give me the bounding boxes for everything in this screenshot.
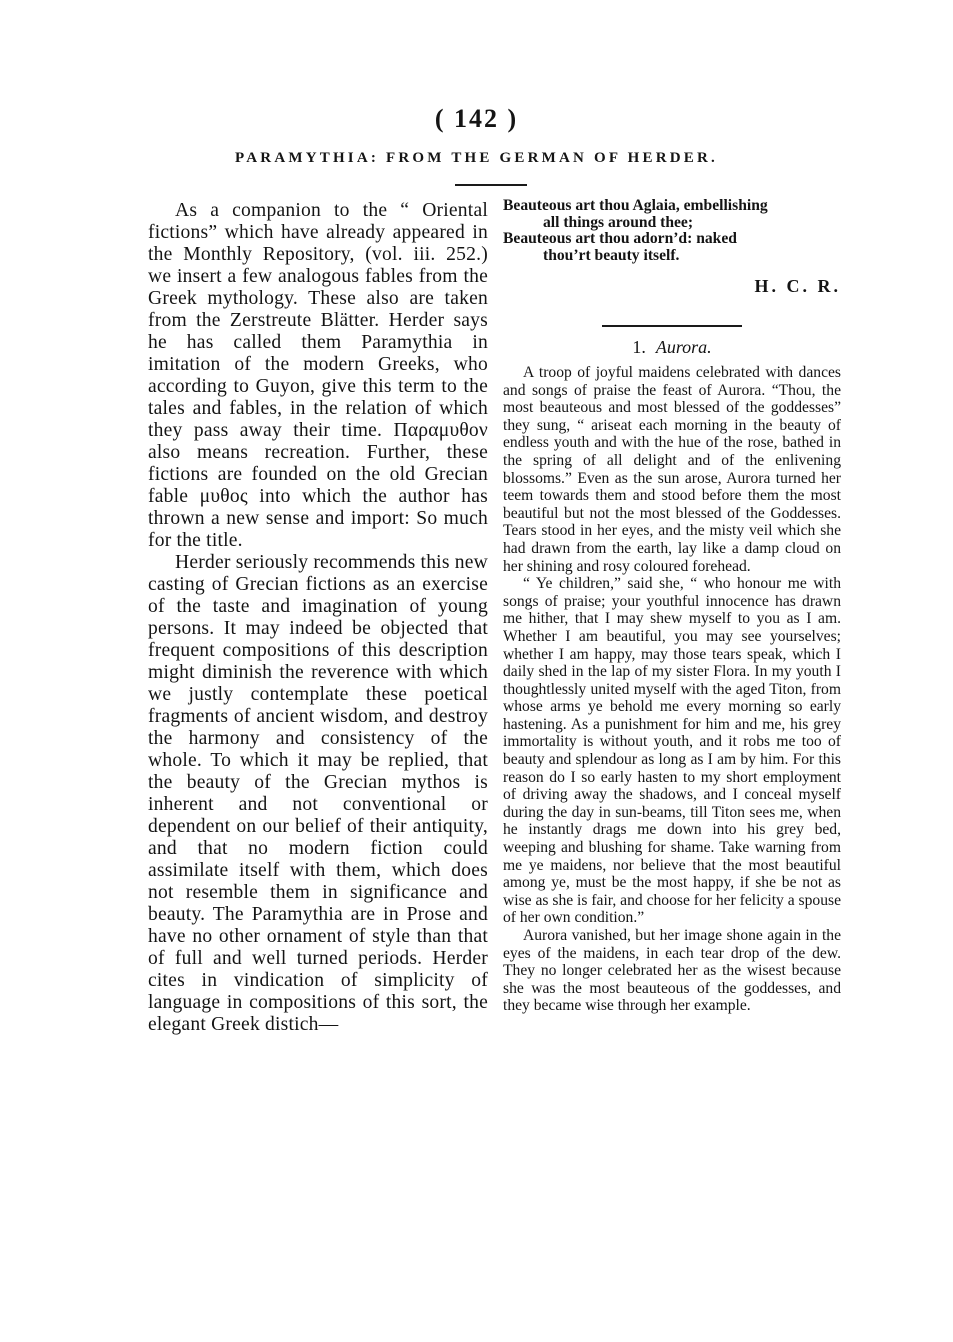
fable-paragraph: Aurora vanished, but her image shone again in the eyes of the maidens, in each tear drop of the dew. They no longer celebrated her as the wisest because she was the most beauteous of the goddesses, and they became wise through her example. bbox=[503, 927, 841, 1015]
recommendation-paragraph: Herder seriously recommends this new casting of Grecian fictions as an exercise of the taste and imagination of young persons. It may indeed be objected that frequent compositions of this description might diminish the reverence with which we justly contemplate these poetical fragments of ancient wisdom, and destroy the harmony and consistency of the whole. To which it may be replied, that the beauty of the Grecian mythos is inherent and not conventional or dependent on our belief of their antiquity, and that no modern fiction could assimilate itself with them, which does not resemble them in significance and beauty. The Paramythia are in Prose and have no other ornament of style than that of full and well turned periods. Herder cites in vindication of simplicity of language in compositions of this sort, the elegant Greek distich— bbox=[148, 552, 488, 1035]
running-title: PARAMYTHIA: FROM THE GERMAN OF HERDER. bbox=[235, 150, 718, 166]
section-rule bbox=[602, 325, 742, 327]
fable-number: 1. bbox=[632, 337, 646, 357]
fable-paragraph: A troop of joyful maidens celebrated with dances and songs of praise the feast of Aurora. “Thou, the most beauteous and most blessed of the goddesses” they sung, “ ariseat each morning in the beauty of endless youth and with the hue of the rose, bathed in the spring of all delight and of the enlivening blossoms.” Even as the sun arose, Aurora turned her teem towards them and stood before them the most beautiful but not the most blessed of the Goddesses. Tears stood in her eyes, and the misty veil which she had drawn from the earth, lay like a damp cloud on her shining and rosy coloured forehead. bbox=[503, 364, 841, 575]
right-column bbox=[503, 198, 841, 1015]
page-number: ( 142 ) bbox=[434, 104, 519, 133]
distich-line-2-continuation: thou’rt beauty itself. bbox=[543, 246, 680, 264]
left-column bbox=[148, 200, 488, 1036]
distich-line-2: Beauteous art thou adorn’d: naked bbox=[503, 230, 737, 247]
fable-heading bbox=[503, 337, 841, 358]
distich-line-1-continuation: all things around thee; bbox=[543, 213, 694, 231]
fable-text bbox=[503, 364, 841, 1015]
distich-line-1: Beauteous art thou Aglaia, embellishing bbox=[503, 197, 768, 214]
fable-title: Aurora. bbox=[655, 337, 712, 357]
translator-signature: H. C. R. bbox=[754, 276, 841, 296]
greek-distich bbox=[503, 198, 841, 264]
intro-paragraph: As a companion to the “ Oriental fictions” which have already appeared in the Monthly Repository, (vol. iii. 252.) we insert a few analogous fables from the Greek mythology. These also are taken from the Zerstreute Blätter. Herder says he has called them Paramythia in imitation of the modern Greeks, who according to Guyon, give this term to the tales and fables, in the relation of which they pass away their time. Παραμυθον also means recreation. Further, these fictions are founded on the old Grecian fable μυθος into which the author has thrown a new sense and import: So much for the title. bbox=[148, 200, 488, 551]
fable-paragraph: “ Ye children,” said she, “ who honour me with songs of praise; your youthful innocence has drawn me hither, that I may shew myself to you as I am. Whether I am beautiful, you may see yourselves; whether I am happy, may those tears speak, which I daily shed in the lap of my sister Flora. In my youth I thoughtlessly united myself with the aged Titon, from whose arms ye behold me every morning so early hastening. As a punishment for him and me, his grey immortality is without youth, and it robs me too of beauty and splendour as long as I am by him. For this reason do I so early hasten to my short employment of driving away the shadows, and I conceal myself during the day in sun-beams, till Titon sees me, when he instantly drags me down into his grey bed, weeping and blushing for shame. Take warning from me ye maidens, nor believe that the most beautiful among ye, must be the most happy, if she be not as wise as she is fair, and choose for her felicity a spouse of her own condition.” bbox=[503, 575, 841, 927]
title-rule bbox=[455, 184, 527, 186]
